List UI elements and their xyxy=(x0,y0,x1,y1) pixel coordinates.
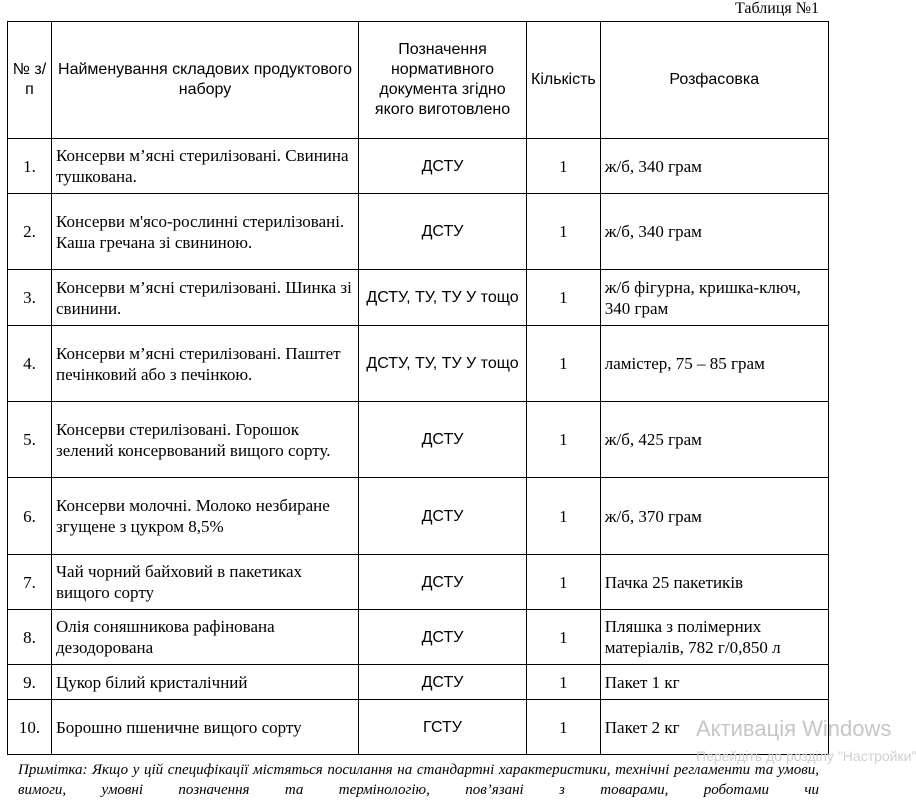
row-num: 3. xyxy=(8,270,52,326)
row-num: 10. xyxy=(8,700,52,755)
table-row xyxy=(8,270,829,326)
row-num: 8. xyxy=(8,610,52,665)
row-doc: ДСТУ xyxy=(359,610,527,665)
row-qty: 1 xyxy=(527,326,601,402)
table-row xyxy=(8,478,829,555)
row-doc: ДСТУ, ТУ, ТУ У тощо xyxy=(359,326,527,402)
row-qty: 1 xyxy=(527,555,601,610)
row-num: 2. xyxy=(8,194,52,270)
row-name: Консерви м'ясо-рослинні стерилізовані. Каша гречана зі свининою. xyxy=(52,194,359,270)
row-qty: 1 xyxy=(527,402,601,478)
table-row xyxy=(8,665,829,700)
row-pack: ж/б, 425 грам xyxy=(600,402,828,478)
row-num: 4. xyxy=(8,326,52,402)
row-pack: Пакет 1 кг xyxy=(600,665,828,700)
row-num: 9. xyxy=(8,665,52,700)
row-pack: ламістер, 75 – 85 грам xyxy=(600,326,828,402)
row-pack: ж/б, 340 грам xyxy=(600,139,828,194)
header-qty: Кількість xyxy=(527,22,601,139)
row-doc: ДСТУ xyxy=(359,555,527,610)
header-name: Найменування складових продуктового набору xyxy=(52,22,359,139)
row-qty: 1 xyxy=(527,139,601,194)
row-name: Борошно пшеничне вищого сорту xyxy=(52,700,359,755)
header-pack: Розфасовка xyxy=(600,22,828,139)
row-qty: 1 xyxy=(527,665,601,700)
row-pack: ж/б, 370 грам xyxy=(600,478,828,555)
table-row xyxy=(8,139,829,194)
header-num: № з/п xyxy=(8,22,52,139)
row-qty: 1 xyxy=(527,478,601,555)
header-doc: Позначення нормативного документа згідно якого виготовлено xyxy=(359,22,527,139)
row-num: 5. xyxy=(8,402,52,478)
row-doc: ДСТУ xyxy=(359,139,527,194)
table-row xyxy=(8,326,829,402)
row-name: Чай чорний байховий в пакетиках вищого сорту xyxy=(52,555,359,610)
row-num: 1. xyxy=(8,139,52,194)
table-row xyxy=(8,194,829,270)
row-num: 7. xyxy=(8,555,52,610)
row-name: Консерви м’ясні стерилізовані. Свинина тушкована. xyxy=(52,139,359,194)
row-name: Олія соняшникова рафінована дезодорована xyxy=(52,610,359,665)
table-row xyxy=(8,555,829,610)
row-doc: ГСТУ xyxy=(359,700,527,755)
row-doc: ДСТУ xyxy=(359,478,527,555)
row-qty: 1 xyxy=(527,610,601,665)
table-caption: Таблиця №1 xyxy=(735,0,819,17)
row-num: 6. xyxy=(8,478,52,555)
row-name: Консерви стерилізовані. Горошок зелений консервований вищого сорту. xyxy=(52,402,359,478)
row-pack: ж/б, 340 грам xyxy=(600,194,828,270)
row-qty: 1 xyxy=(527,194,601,270)
row-pack: Пачка 25 пакетиків xyxy=(600,555,828,610)
product-set-table xyxy=(7,21,829,755)
row-qty: 1 xyxy=(527,270,601,326)
row-pack: Пакет 2 кг xyxy=(600,700,828,755)
windows-activation-watermark: Активація Windows xyxy=(696,716,892,741)
row-qty: 1 xyxy=(527,700,601,755)
row-name: Консерви м’ясні стерилізовані. Шинка зі свинини. xyxy=(52,270,359,326)
table-row xyxy=(8,402,829,478)
table-row xyxy=(8,610,829,665)
row-pack: ж/б фігурна, кришка-ключ, 340 грам xyxy=(600,270,828,326)
row-doc: ДСТУ xyxy=(359,402,527,478)
row-name: Цукор білий кристалічний xyxy=(52,665,359,700)
row-pack: Пляшка з полімерних матеріалів, 782 г/0,850 л xyxy=(600,610,828,665)
table-header-row xyxy=(8,22,829,139)
windows-activation-subtitle: Перейдіть до розділу "Настройки" xyxy=(696,748,916,764)
table-note: Примітка: Якщо у цій специфікації містяться посилання на стандартні характеристики, технічні регламенти та умови, вимоги, умовні позначення та термінологію, пов’язані з товарами, роботами чи xyxy=(18,762,819,798)
row-doc: ДСТУ xyxy=(359,194,527,270)
row-doc: ДСТУ xyxy=(359,665,527,700)
row-doc: ДСТУ, ТУ, ТУ У тощо xyxy=(359,270,527,326)
row-name: Консерви молочні. Молоко незбиране згущене з цукром 8,5% xyxy=(52,478,359,555)
row-name: Консерви м’ясні стерилізовані. Паштет печінковий або з печінкою. xyxy=(52,326,359,402)
